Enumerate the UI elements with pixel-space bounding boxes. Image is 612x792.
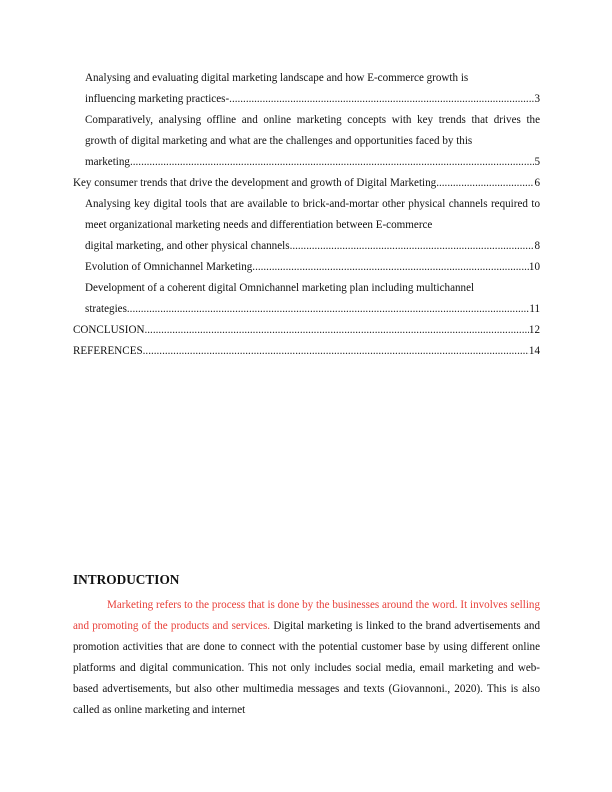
toc-entry[interactable]	[73, 278, 540, 320]
toc-leader-dots	[130, 152, 534, 173]
toc-page-number: 10	[528, 261, 540, 273]
toc-leader-dots	[252, 257, 529, 278]
toc-leader-dots	[229, 89, 534, 110]
toc-leader-dots	[127, 299, 529, 320]
toc-entry[interactable]	[73, 320, 540, 341]
toc-entry[interactable]	[73, 194, 540, 257]
toc-page-number: 8	[534, 240, 540, 252]
toc-page-number: 6	[534, 177, 540, 189]
toc-entry-tail: CONCLUSION	[73, 324, 145, 336]
toc-leader-dots	[290, 236, 535, 257]
toc-entry[interactable]	[73, 341, 540, 362]
toc-entry[interactable]	[73, 257, 540, 278]
section-heading: INTRODUCTION	[73, 572, 180, 587]
introduction-paragraph	[73, 595, 540, 721]
toc-entry-tail: Key consumer trends that drive the development and growth of Digital Marketing	[73, 177, 437, 189]
toc-page-number: 12	[528, 324, 540, 336]
toc-entry-tail: Evolution of Omnichannel Marketing	[85, 261, 253, 273]
highlighted-text: Marketing refers to the process that is done by the businesses around the word. It involves selling and promoting of the products and services.	[73, 599, 540, 632]
toc-entry-text: Development of a coherent digital Omnichannel marketing plan including multichannel	[85, 282, 475, 294]
toc-entry[interactable]	[73, 173, 540, 194]
toc-page-number: 5	[534, 156, 540, 168]
toc-entry-tail: strategies	[85, 303, 127, 315]
paragraph-text: Digital marketing is linked to the brand advertisements and promotion activities that are done to connect with the potential customer base by using different online platforms and digital communication. This not only includes social media, email marketing and web-based advertisements, but also other multimedia messages and texts (Giovannoni., 2020). This is also called as online marketing and internet	[73, 620, 540, 716]
toc-entry-text: Analysing key digital tools that are available to brick-and-mortar other physical channels required to meet organizational marketing needs and differentiation between E-commerce	[85, 198, 540, 231]
toc-page-number: 3	[534, 93, 540, 105]
toc-entry-text: Analysing and evaluating digital marketing landscape and how E-commerce growth is	[85, 72, 469, 84]
toc-entry-tail: marketing	[85, 156, 130, 168]
toc-entry-tail: influencing marketing practices-	[85, 93, 230, 105]
toc-page-number: 11	[529, 303, 540, 315]
toc-entry-tail: digital marketing, and other physical channels	[85, 240, 290, 252]
introduction-section	[73, 570, 540, 721]
toc-entry-tail: REFERENCES	[73, 345, 143, 357]
table-of-contents	[73, 68, 540, 362]
toc-leader-dots	[143, 341, 529, 362]
toc-leader-dots	[436, 173, 534, 194]
toc-entry[interactable]	[73, 110, 540, 173]
toc-entry-text: Comparatively, analysing offline and online marketing concepts with key trends that drives the growth of digital marketing and what are the challenges and opportunities faced by this	[85, 114, 540, 147]
toc-leader-dots	[145, 320, 529, 341]
toc-entry[interactable]	[73, 68, 540, 110]
toc-page-number: 14	[528, 345, 540, 357]
